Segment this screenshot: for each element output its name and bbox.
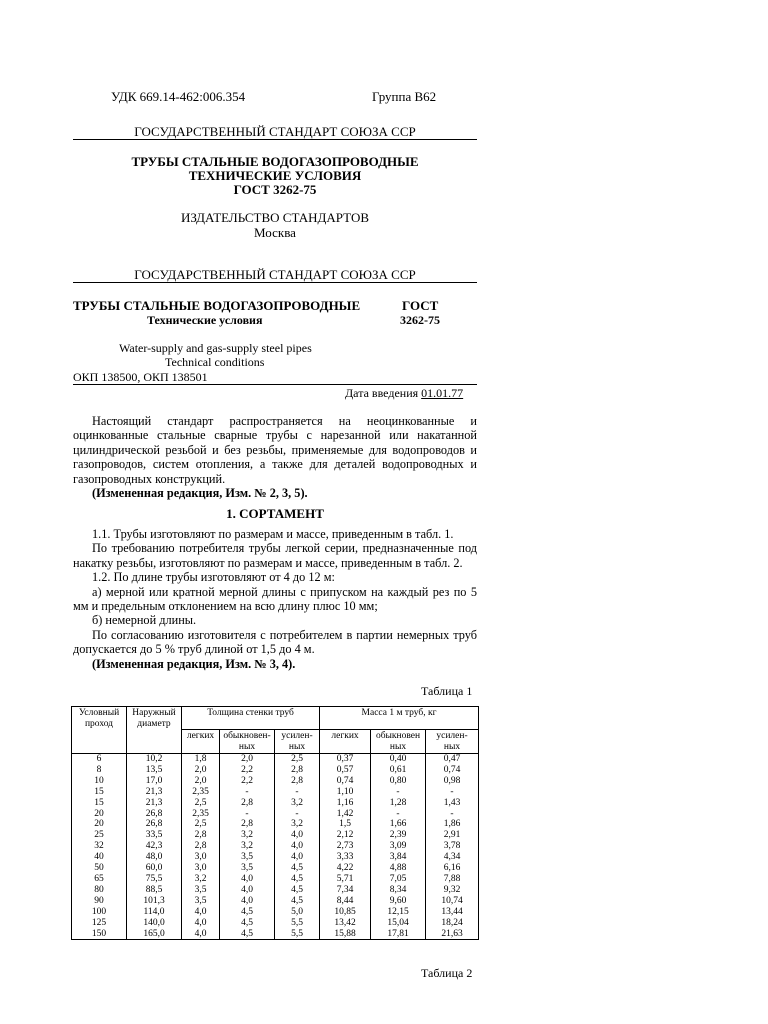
- table-cell: 42,3: [145, 841, 163, 852]
- section1-paragraph: По требованию потребителя трубы легкой серии, предназначенные под накатку резьбы, изготовляют по размерам и массе, приведенным в табл. 2.: [73, 541, 477, 570]
- table-cell: 2,0: [194, 775, 207, 786]
- table-cell: 0,47: [443, 754, 461, 764]
- table-cell: 13,44: [441, 906, 463, 917]
- table1-caption: Таблица 1: [421, 684, 473, 698]
- table-cell: 2,5: [194, 797, 207, 808]
- table-cell: 13,5: [145, 764, 163, 775]
- table-cell: 17,81: [387, 928, 409, 939]
- header-mass-light: легких: [320, 730, 371, 754]
- table-cell: 26,8: [145, 808, 163, 819]
- table-cell: 1,10: [336, 786, 354, 797]
- table-cell: 1,42: [336, 808, 354, 819]
- udc-code: УДК 669.14-462:006.354: [111, 89, 246, 104]
- table-cell: 33,5: [145, 830, 163, 841]
- intro-revision-note: (Измененная редакция, Изм. № 2, 3, 5).: [92, 486, 308, 501]
- publisher: ИЗДАТЕЛЬСТВО СТАНДАРТОВ: [180, 210, 370, 225]
- document-title-line3: ГОСТ 3262-75: [233, 182, 317, 197]
- table-cell: 140,0: [143, 917, 165, 928]
- table-cell: -: [450, 786, 454, 797]
- table-cell: 3,2: [241, 841, 253, 852]
- column-mass-ordinary: [371, 754, 426, 940]
- table-cell: 4,5: [241, 928, 253, 939]
- table-cell: 2,2: [241, 775, 253, 786]
- column-nominal-bore: [72, 754, 127, 940]
- section-heading: 1. СОРТАМЕНТ: [226, 506, 324, 521]
- table-cell: 1,28: [389, 797, 407, 808]
- table-cell: 15: [94, 786, 104, 797]
- table-cell: 114,0: [143, 906, 165, 917]
- table-cell: 65: [94, 873, 104, 884]
- table-cell: 165,0: [143, 928, 165, 939]
- table-cell: 32: [94, 841, 104, 852]
- intro-date-label: [345, 386, 463, 400]
- table-cell: 3,0: [194, 852, 207, 863]
- table-cell: 5,0: [291, 906, 303, 917]
- table-cell: 15,04: [387, 917, 409, 928]
- table-cell: 7,05: [389, 873, 407, 884]
- table-cell: 0,80: [389, 775, 407, 786]
- table-cell: 2,8: [241, 819, 253, 830]
- divider: [73, 139, 477, 140]
- intro-date: 01.01.77: [421, 386, 464, 400]
- table-cell: 0,57: [336, 764, 354, 775]
- header-wall-light: легких: [182, 730, 220, 754]
- table-cell: 2,39: [389, 830, 407, 841]
- table-cell: 9,60: [389, 895, 407, 906]
- section1-revision-note: (Измененная редакция, Изм. № 3, 4).: [92, 656, 296, 671]
- gost-label: ГОСТ: [402, 298, 439, 313]
- table-cell: 18,24: [441, 917, 463, 928]
- table-cell: 4,0: [291, 852, 303, 863]
- column-mass-light: [320, 754, 371, 940]
- table-cell: 3,33: [336, 852, 354, 863]
- header-mass-ordinary: обыкновен ных: [371, 730, 426, 754]
- table-cell: 21,63: [441, 928, 463, 939]
- table-cell: 5,5: [291, 928, 303, 939]
- table-cell: 3,2: [241, 830, 253, 841]
- header-mass: Масса 1 м труб, кг: [320, 707, 479, 730]
- table-cell: 4,5: [291, 884, 303, 895]
- table-cell: 4,0: [241, 873, 253, 884]
- table-cell: 3,0: [194, 863, 207, 874]
- divider: [73, 384, 477, 385]
- table-cell: 4,0: [241, 884, 253, 895]
- table-cell: 4,0: [194, 917, 207, 928]
- table-cell: 0,74: [443, 764, 461, 775]
- table-cell: 2,8: [291, 775, 303, 786]
- table-cell: -: [396, 808, 400, 819]
- column-outer-diameter: [127, 754, 182, 940]
- table-cell: 5,5: [291, 917, 303, 928]
- table-cell: 1,5: [339, 819, 351, 830]
- table-cell: 3,2: [291, 797, 303, 808]
- table-cell: 0,61: [389, 764, 407, 775]
- column-wall-reinforced: [275, 754, 320, 940]
- table-cell: 6,16: [443, 863, 461, 874]
- table-cell: 4,88: [389, 863, 407, 874]
- header-wall-ordinary: обыкновен- ных: [220, 730, 275, 754]
- table-cell: 1,43: [443, 797, 461, 808]
- table-cell: 20: [94, 819, 104, 830]
- table-cell: 21,3: [145, 786, 163, 797]
- table-cell: 101,3: [143, 895, 165, 906]
- table-cell: -: [295, 786, 299, 797]
- gost-number: 3262-75: [400, 313, 440, 327]
- table-cell: 0,98: [443, 775, 461, 786]
- table-cell: 25: [94, 830, 104, 841]
- table-cell: 4,5: [241, 917, 253, 928]
- section1-body: [73, 527, 477, 671]
- table-cell: 40: [94, 852, 104, 863]
- table-cell: 100: [91, 906, 107, 917]
- table-cell: 0,40: [389, 754, 407, 764]
- table-cell: 10,74: [441, 895, 463, 906]
- document-title-line2: ТЕХНИЧЕСКИЕ УСЛОВИЯ: [188, 168, 362, 183]
- standard-subtitle: Технические условия: [147, 313, 263, 327]
- table-cell: 2,2: [241, 764, 253, 775]
- standard-title: ТРУБЫ СТАЛЬНЫЕ ВОДОГАЗОПРОВОДНЫЕ: [73, 298, 361, 313]
- table-cell: 0,37: [336, 754, 354, 764]
- table-cell: 4,0: [194, 906, 207, 917]
- table-cell: 2,8: [241, 797, 253, 808]
- section1-paragraph: а) мерной или кратной мерной длины с припуском на каждый рез по 5 мм и предельным отклонением на всю длину плюс 10 мм;: [73, 584, 477, 614]
- column-wall-ordinary: [220, 754, 275, 940]
- section1-paragraph: б) немерной длины.: [92, 613, 197, 628]
- table-cell: -: [396, 786, 400, 797]
- intro-section: [73, 414, 477, 500]
- table-cell: 75,5: [145, 873, 163, 884]
- table-cell: 10: [94, 775, 104, 786]
- table-cell: 4,22: [336, 863, 354, 874]
- section1-paragraph: 1.2. По длине трубы изготовляют от 4 до 12 м:: [92, 570, 335, 585]
- table-cell: 3,09: [389, 841, 407, 852]
- table-cell: 125: [91, 917, 107, 928]
- table-cell: 150: [91, 928, 107, 939]
- table-cell: 3,2: [194, 873, 207, 884]
- table-cell: 2,12: [336, 830, 354, 841]
- table-cell: 4,0: [291, 841, 303, 852]
- table-cell: 20: [94, 808, 104, 819]
- table-cell: 1,8: [194, 754, 207, 764]
- table-cell: 2,5: [291, 754, 303, 764]
- table-cell: 48,0: [145, 852, 163, 863]
- table-cell: -: [245, 786, 249, 797]
- table-cell: 3,2: [291, 819, 303, 830]
- table-cell: 7,34: [336, 884, 354, 895]
- pipe-dimensions-table: [71, 706, 479, 940]
- state-standard-heading: ГОСУДАРСТВЕННЫЙ СТАНДАРТ СОЮЗА ССР: [134, 124, 416, 139]
- header-outer-diameter: Наружный диаметр: [127, 707, 182, 754]
- column-mass-reinforced: [426, 754, 479, 940]
- table-cell: 3,5: [194, 895, 207, 906]
- publisher-city: Москва: [254, 225, 296, 240]
- section1-paragraph: 1.1. Трубы изготовляют по размерам и массе, приведенным в табл. 1.: [92, 527, 454, 541]
- table-cell: 12,15: [387, 906, 409, 917]
- table-cell: 2,8: [291, 764, 303, 775]
- table-cell: 4,0: [241, 895, 253, 906]
- table-cell: 8: [96, 764, 102, 775]
- table-cell: 9,32: [443, 884, 461, 895]
- table-cell: 1,66: [389, 819, 407, 830]
- table-cell: 26,8: [145, 819, 163, 830]
- table-cell: 2,0: [194, 764, 207, 775]
- table-cell: 6: [96, 754, 102, 764]
- table-cell: 2,5: [194, 819, 207, 830]
- table2-caption: Таблица 2: [421, 966, 473, 980]
- table-cell: 4,5: [291, 895, 303, 906]
- table-cell: 13,42: [334, 917, 356, 928]
- table-cell: 2,73: [336, 841, 354, 852]
- header-wall-reinforced: усилен- ных: [275, 730, 320, 754]
- column-wall-light: [182, 754, 220, 940]
- table-cell: 2,35: [192, 808, 209, 819]
- document-title-line1: ТРУБЫ СТАЛЬНЫЕ ВОДОГАЗОПРОВОДНЫЕ: [131, 154, 419, 169]
- table-cell: 7,88: [443, 873, 461, 884]
- table-cell: 4,5: [291, 873, 303, 884]
- state-standard-heading-2: ГОСУДАРСТВЕННЫЙ СТАНДАРТ СОЮЗА ССР: [134, 267, 416, 282]
- table-cell: 8,44: [336, 895, 354, 906]
- group-code: Группа В62: [372, 89, 437, 104]
- table-cell: 88,5: [145, 884, 163, 895]
- table-cell: 4,0: [194, 928, 207, 939]
- table-cell: 90: [94, 895, 104, 906]
- divider: [73, 282, 477, 283]
- table-cell: 15,88: [334, 928, 356, 939]
- table-cell: 3,5: [194, 884, 207, 895]
- table-cell: 3,84: [389, 852, 407, 863]
- table-cell: 3,78: [443, 841, 461, 852]
- table-cell: 4,0: [291, 830, 303, 841]
- table-cell: 5,71: [336, 873, 354, 884]
- table-cell: 15: [94, 797, 104, 808]
- table-cell: 50: [94, 863, 104, 874]
- table-cell: 2,0: [241, 754, 253, 764]
- table-cell: 3,5: [241, 863, 253, 874]
- table-cell: 1,16: [336, 797, 354, 808]
- header-mass-reinforced: усилен- ных: [426, 730, 479, 754]
- table-cell: 2,8: [194, 830, 207, 841]
- english-title: Water-supply and gas-supply steel pipes: [119, 341, 312, 355]
- table-cell: 2,35: [192, 786, 209, 797]
- header-wall-thickness: Толщина стенки труб: [182, 707, 320, 730]
- table-cell: -: [450, 808, 454, 819]
- table-cell: 17,0: [145, 775, 163, 786]
- table-cell: 0,74: [336, 775, 354, 786]
- intro-date-caption: Дата введения: [345, 386, 419, 400]
- table-cell: 2,8: [194, 841, 207, 852]
- table-cell: 2,91: [443, 830, 461, 841]
- table-cell: -: [295, 808, 299, 819]
- table-cell: -: [245, 808, 249, 819]
- table-cell: 4,5: [291, 863, 303, 874]
- table-cell: 80: [94, 884, 104, 895]
- english-subtitle: Technical conditions: [165, 355, 265, 369]
- table-cell: 60,0: [145, 863, 163, 874]
- table-cell: 10,2: [145, 754, 163, 764]
- okp-codes: ОКП 138500, ОКП 138501: [73, 370, 208, 384]
- table-cell: 3,5: [241, 852, 253, 863]
- table-cell: 8,34: [389, 884, 407, 895]
- header-nominal-bore: Условный проход: [72, 707, 127, 754]
- intro-paragraph: Настоящий стандарт распространяется на неоцинкованные и оцинкованные стальные сварные трубы с нарезанной или накатанной цилиндрической резьбой и без резьбы, применяемые для водопроводов и газопроводов, систем отопления, а также для деталей водопроводных и газопроводных конструкций.: [73, 414, 477, 486]
- table-cell: 10,85: [334, 906, 356, 917]
- section1-paragraph: По согласованию изготовителя с потребителем в партии немерных труб допускается до 5 % труб длиной от 1,5 до 4 м.: [73, 627, 477, 657]
- table-cell: 21,3: [145, 797, 163, 808]
- table-cell: 4,34: [443, 852, 461, 863]
- table-cell: 4,5: [241, 906, 253, 917]
- table-cell: 1,86: [443, 819, 461, 830]
